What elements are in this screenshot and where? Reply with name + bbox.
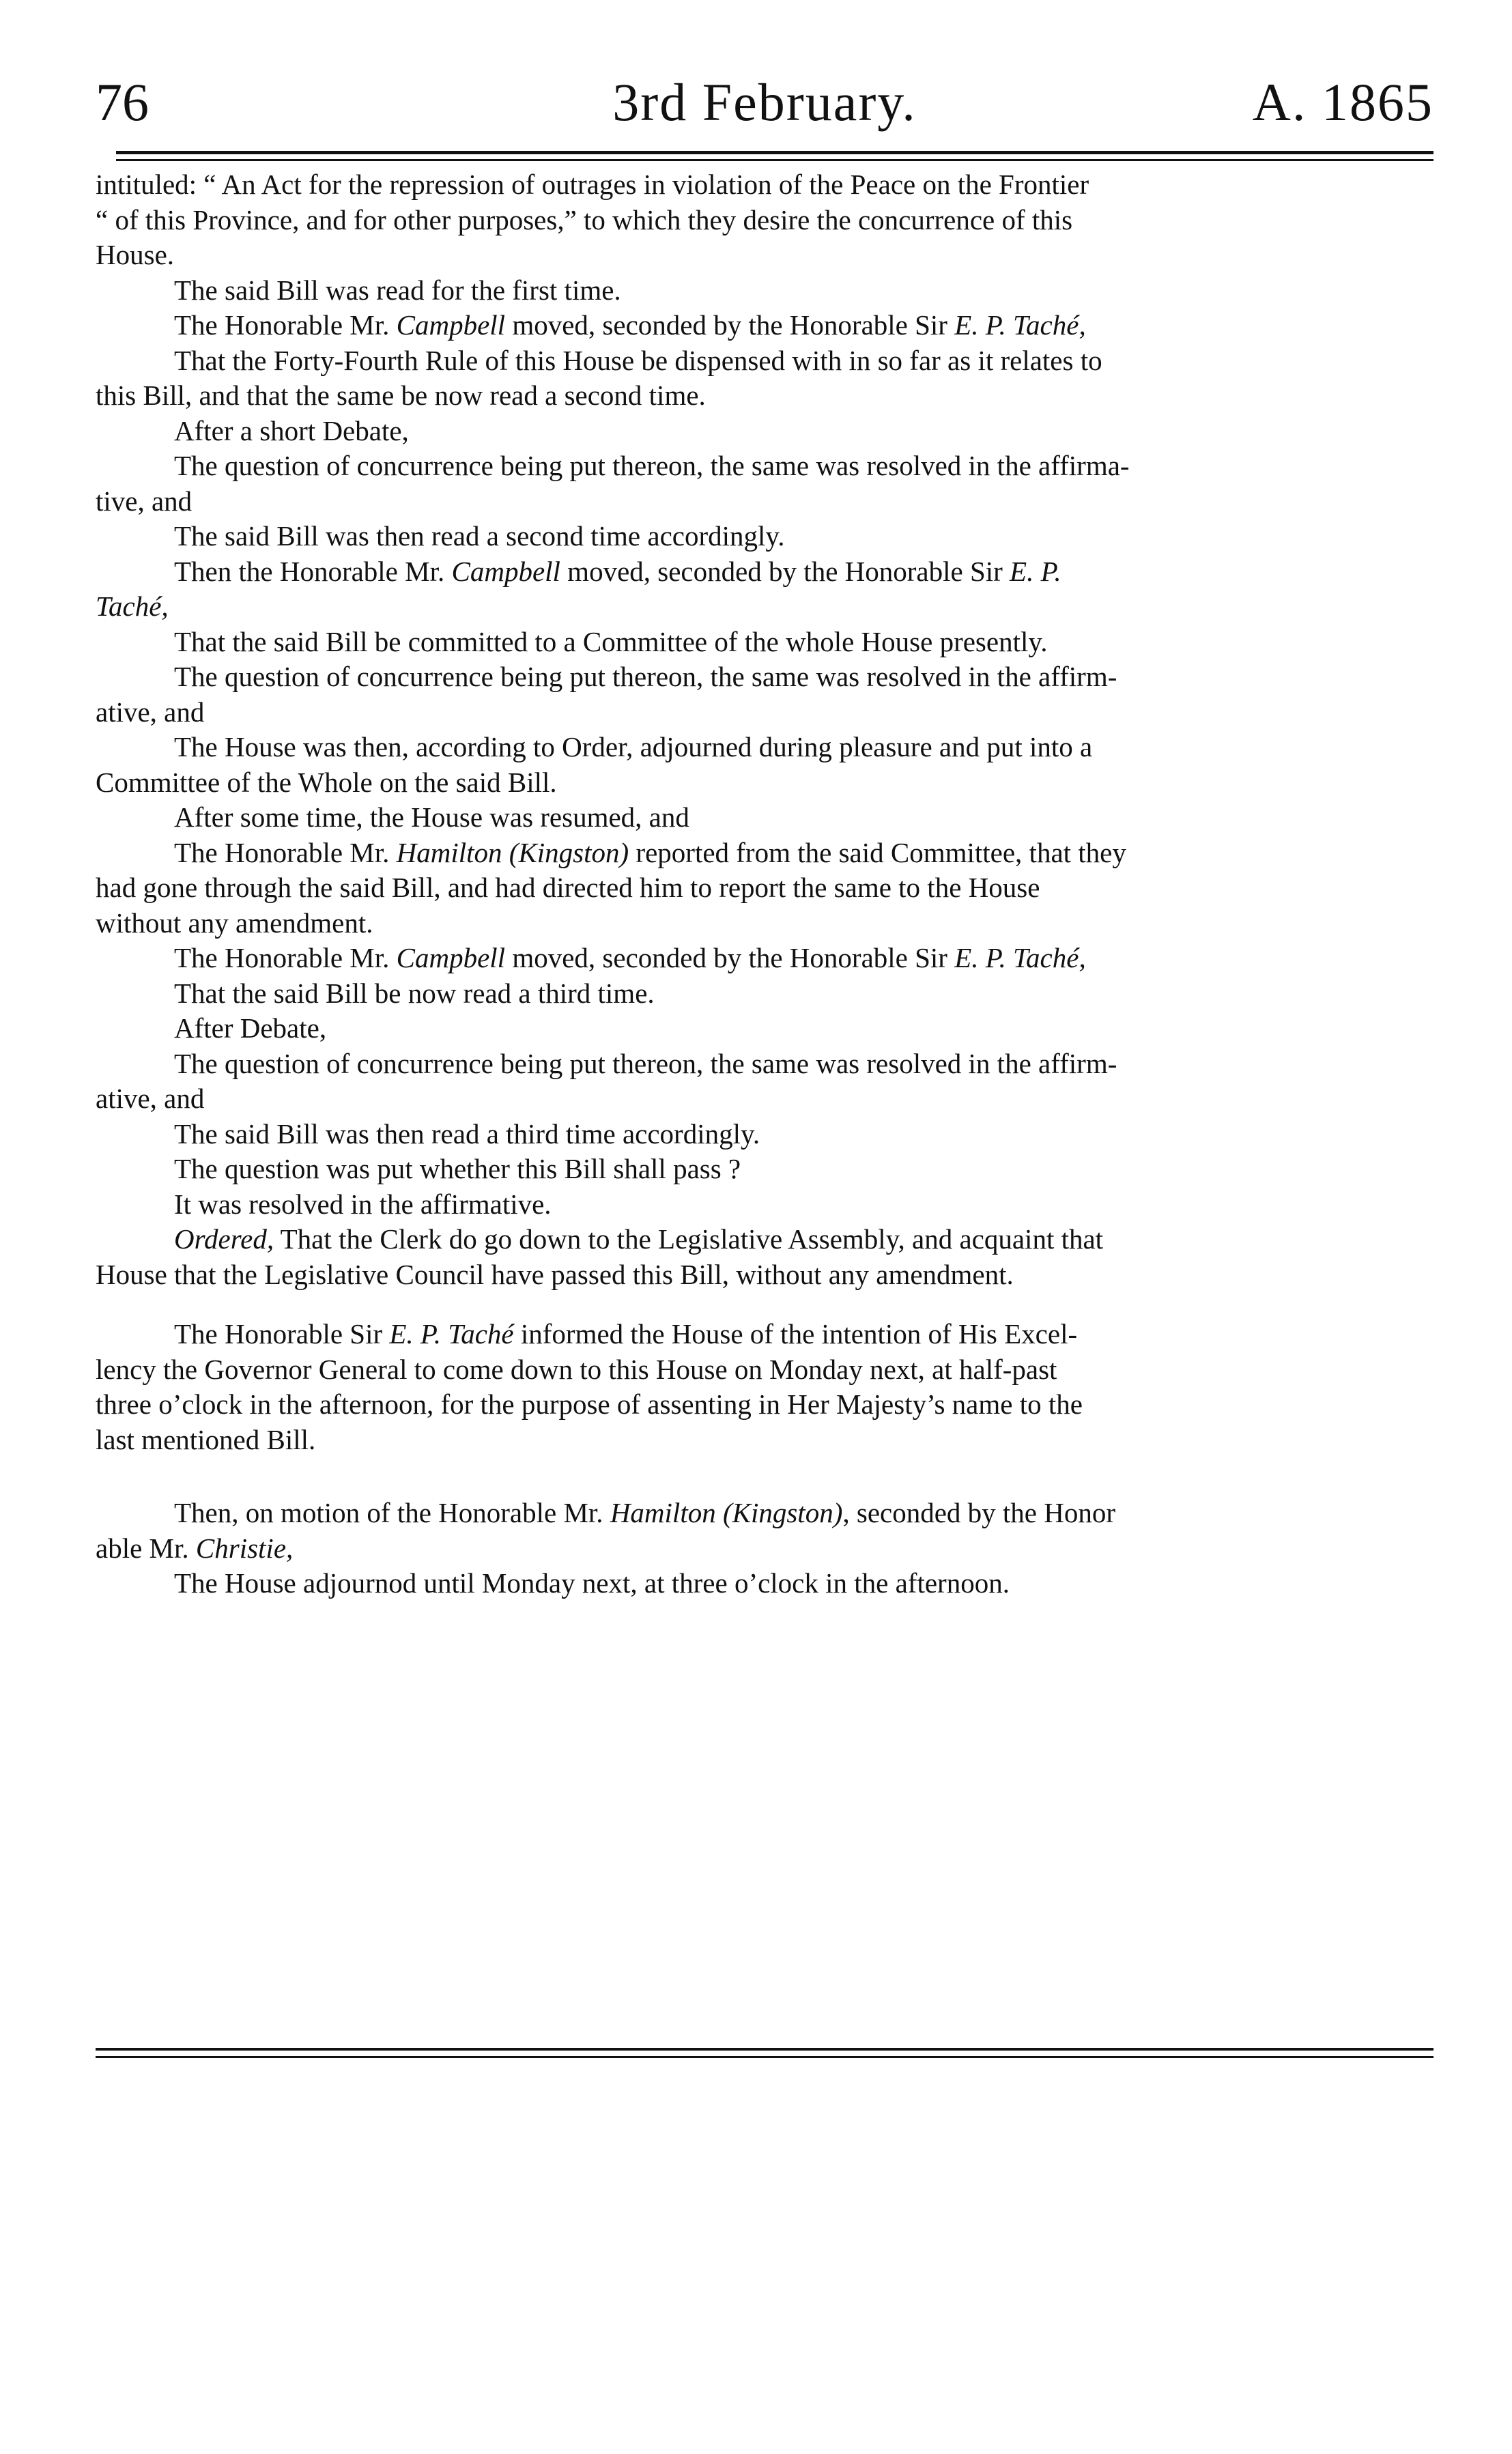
text-line — [96, 941, 1433, 976]
italic-text: E. P. Taché, — [954, 309, 1086, 341]
text-run: House that the Legislative Council have passed this Bill, without any amendment. — [96, 1258, 1014, 1290]
text-run: lency the Governor General to come down to this House on Monday next, at half-past — [96, 1353, 1057, 1385]
text-line — [96, 519, 1433, 554]
text-run: That the said Bill be now read a third time. — [174, 977, 655, 1009]
page-header — [96, 65, 1433, 167]
text-run: Committee of the Whole on the said Bill. — [96, 766, 557, 798]
text-run: The question of concurrence being put thereon, the same was resolved in the affirm- — [174, 1047, 1117, 1079]
italic-text: Campbell — [451, 555, 560, 587]
italic-text: E. P. Taché — [389, 1318, 514, 1350]
text-line — [96, 765, 1433, 801]
text-line — [96, 1423, 1433, 1458]
italic-text: Hamilton (Kingston) — [396, 836, 629, 868]
text-run: The question of concurrence being put thereon, the same was resolved in the affirma- — [174, 450, 1130, 481]
text-run: ative, and — [96, 1083, 205, 1114]
text-run: That the Forty-Fourth Rule of this House be dispensed with in so far as it relates to — [174, 344, 1102, 376]
text-run: The Honorable Mr. — [174, 309, 397, 341]
journal-body-text — [96, 167, 1433, 1601]
text-run: The House was then, according to Order, adjourned during pleasure and put into a — [174, 731, 1093, 762]
text-line — [96, 625, 1433, 660]
text-line — [96, 730, 1433, 765]
text-run: That the said Bill be committed to a Committee of the whole House presently. — [174, 625, 1048, 657]
text-run: without any amendment. — [96, 907, 373, 939]
text-run: informed the House of the intention of His Excel- — [513, 1318, 1078, 1350]
text-line — [96, 1046, 1433, 1082]
text-run: “ of this Province, and for other purposes,” to which they desire the concurrence of this — [96, 203, 1073, 236]
text-line — [96, 976, 1433, 1012]
text-line — [96, 448, 1433, 484]
text-run: The Honorable Mr. — [174, 836, 397, 868]
text-line — [96, 1152, 1433, 1187]
page-date: 3rd February. — [612, 72, 917, 132]
text-line — [96, 1081, 1433, 1117]
page-year: A. 1865 — [1252, 72, 1433, 132]
footer-double-rule — [96, 2048, 1433, 2058]
text-line — [96, 1566, 1433, 1601]
text-line — [96, 1222, 1433, 1257]
text-line — [96, 695, 1433, 730]
text-run: The said Bill was then read a third time accordingly. — [174, 1117, 760, 1150]
italic-text: E. P. Taché, — [954, 942, 1086, 973]
italic-text: E. P. — [1010, 555, 1061, 587]
text-run: House. — [96, 239, 175, 270]
text-line — [96, 836, 1433, 871]
text-line — [96, 1387, 1433, 1423]
text-line — [96, 1496, 1433, 1531]
italic-text: Ordered, — [174, 1223, 274, 1255]
paragraph-spacer — [96, 1292, 1433, 1317]
text-line — [96, 484, 1433, 519]
text-run: After some time, the House was resumed, and — [174, 801, 689, 833]
text-run: After a short Debate, — [174, 414, 409, 446]
text-line — [96, 589, 1433, 625]
text-line — [96, 273, 1433, 309]
text-line — [96, 554, 1433, 590]
text-run: It was resolved in the affirmative. — [174, 1188, 552, 1220]
header-double-rule — [116, 151, 1433, 161]
text-line — [96, 1187, 1433, 1223]
text-line — [96, 1011, 1433, 1046]
text-run: able Mr. — [96, 1532, 196, 1564]
text-run: Then, on motion of the Honorable Mr. — [174, 1497, 610, 1528]
italic-text: Christie, — [195, 1532, 294, 1564]
paragraph-spacer — [96, 1457, 1433, 1496]
text-line — [96, 1257, 1433, 1293]
text-run: ative, and — [96, 696, 205, 728]
text-line — [96, 906, 1433, 941]
italic-text: Hamilton (Kingston) — [610, 1497, 843, 1528]
text-run: moved, seconded by the Honorable Sir — [560, 555, 1010, 587]
text-run: reported from the said Committee, that they — [629, 836, 1126, 868]
text-run: After Debate, — [174, 1012, 327, 1044]
text-run: moved, seconded by the Honorable Sir — [505, 309, 955, 341]
text-run: The question of concurrence being put thereon, the same was resolved in the affirm- — [174, 661, 1117, 692]
text-run: had gone through the said Bill, and had directed him to report the same to the House — [96, 872, 1040, 903]
text-line — [96, 870, 1433, 906]
page-number: 76 — [96, 72, 149, 132]
text-line — [96, 1117, 1433, 1152]
text-line — [96, 1317, 1433, 1352]
text-run: Then the Honorable Mr. — [174, 555, 452, 587]
text-run: The House adjournod until Monday next, at three o’clock in the afternoon. — [174, 1567, 1010, 1599]
text-run: moved, seconded by the Honorable Sir — [505, 942, 955, 973]
text-run: three o’clock in the afternoon, for the purpose of assenting in Her Majesty’s name to the — [96, 1388, 1083, 1420]
text-line — [96, 308, 1433, 343]
text-line — [96, 659, 1433, 695]
text-run: That the Clerk do go down to the Legislative Assembly, and acquaint that — [274, 1223, 1104, 1255]
text-line — [96, 800, 1433, 836]
text-run: intituled: “ An Act for the repression of outrages in violation of the Peace on the Frontier — [96, 169, 1089, 200]
text-run: The said Bill was read for the first time. — [174, 274, 621, 306]
text-line — [96, 238, 1433, 273]
text-line — [96, 1531, 1433, 1567]
text-line — [96, 378, 1433, 414]
italic-text: Taché, — [96, 590, 169, 622]
text-run: The Honorable Mr. — [174, 942, 397, 973]
text-line — [96, 343, 1433, 379]
text-run: The Honorable Sir — [174, 1318, 390, 1350]
text-line — [96, 203, 1433, 238]
text-line — [96, 414, 1433, 449]
text-run: this Bill, and that the same be now read a second time. — [96, 380, 706, 411]
text-run: The said Bill was then read a second time accordingly. — [174, 520, 785, 552]
text-run: last mentioned Bill. — [96, 1423, 316, 1455]
journal-page — [96, 65, 1433, 1601]
text-run: The question was put whether this Bill shall pass ? — [174, 1153, 741, 1184]
italic-text: Campbell — [396, 309, 506, 341]
text-run: , seconded by the Honor — [842, 1497, 1116, 1528]
text-line — [96, 167, 1433, 203]
text-run: tive, and — [96, 485, 192, 517]
text-line — [96, 1352, 1433, 1388]
italic-text: Campbell — [396, 942, 506, 973]
